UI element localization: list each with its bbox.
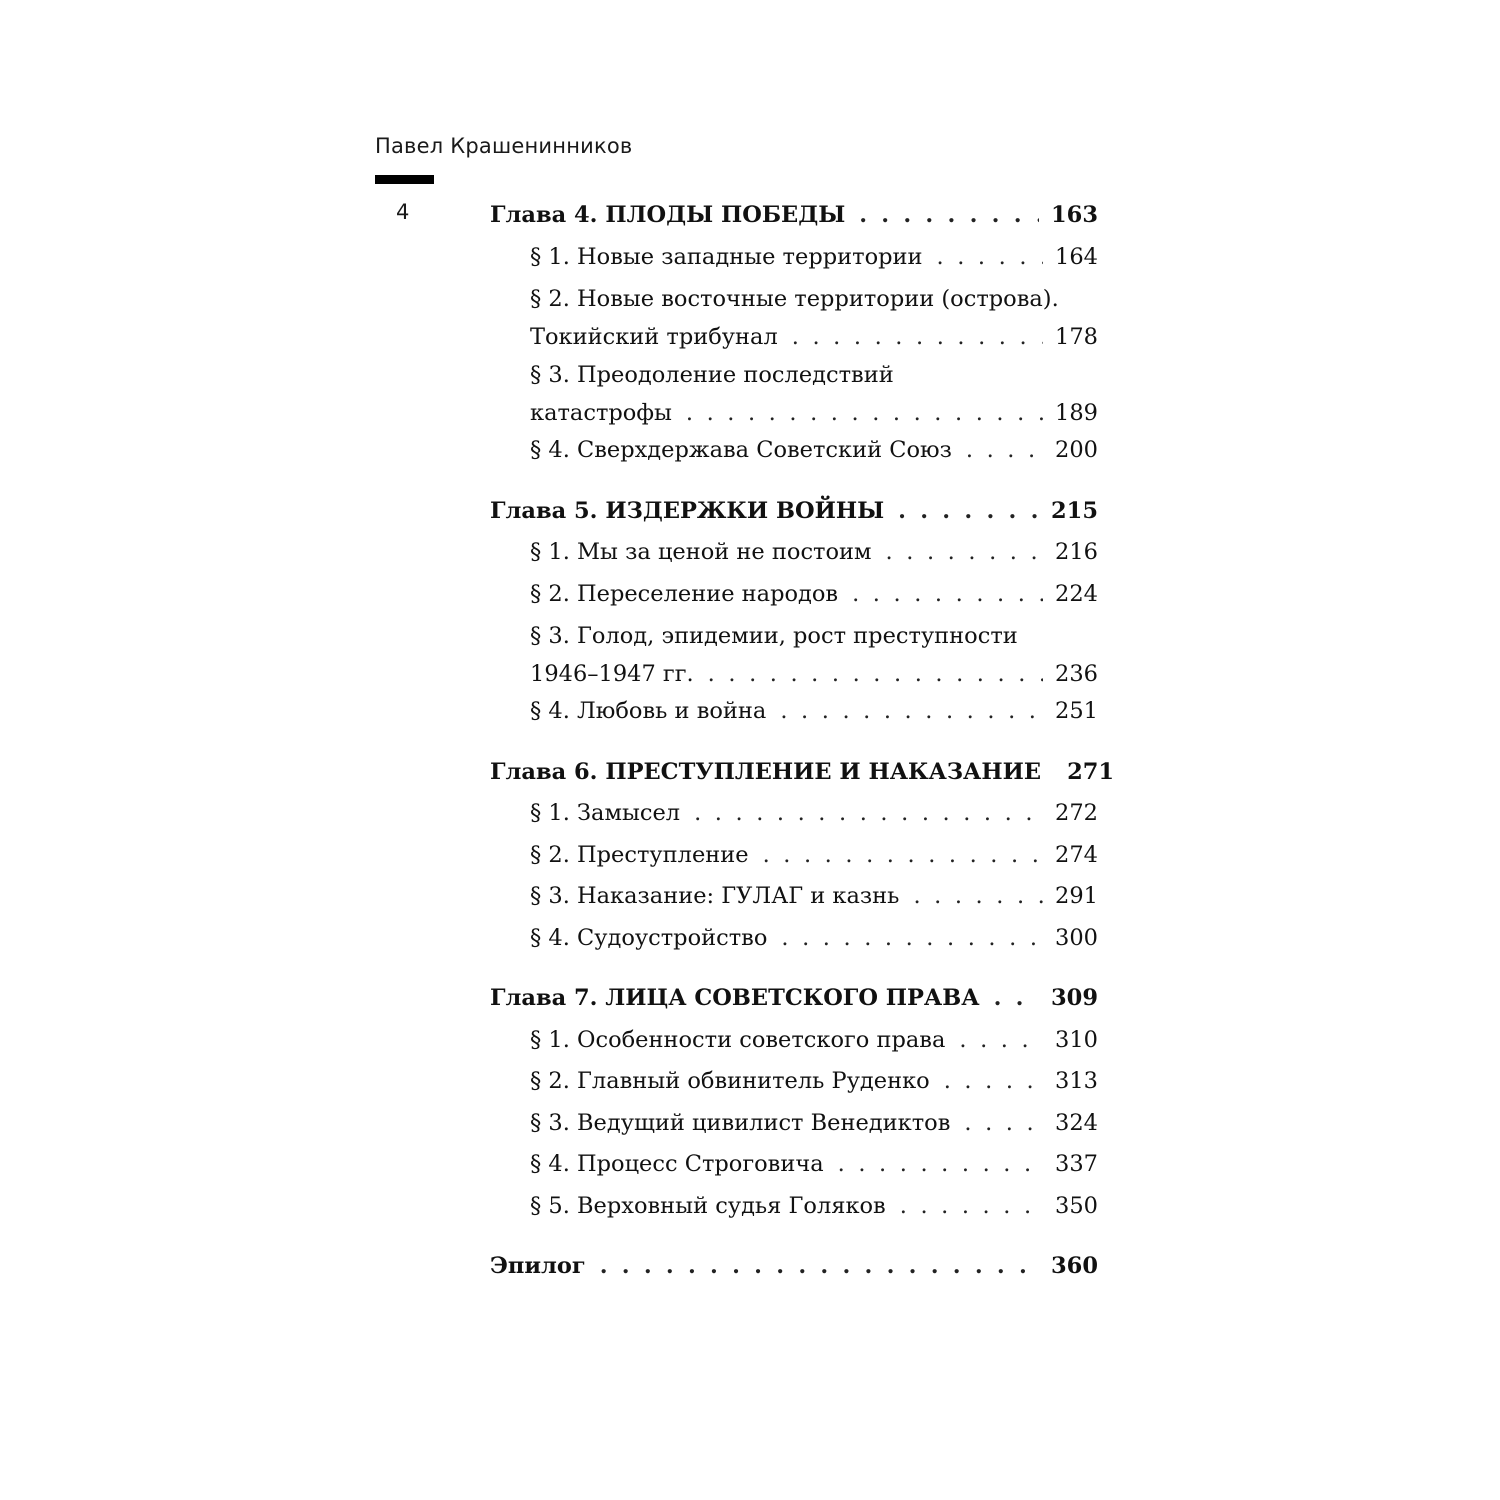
- section-title: § 3. Ведущий цивилист Венедиктов: [530, 1109, 951, 1136]
- chapter-page-number: 163: [1051, 202, 1098, 228]
- section-entry: [490, 835, 1098, 877]
- dot-leader: [686, 397, 1043, 430]
- section-title: § 4. Сверхдержава Советский Союз: [530, 437, 952, 463]
- section-title: § 4. Процесс Строговича: [530, 1151, 824, 1177]
- section-title: § 4. Судоустройство: [530, 924, 768, 951]
- chapter-entry: [490, 491, 1098, 533]
- section-entry: [490, 615, 1098, 658]
- chapter-title: Глава 7. ЛИЦА СОВЕТСКОГО ПРАВА: [490, 985, 980, 1011]
- dot-leader: [781, 918, 1043, 960]
- dot-leader: [944, 1061, 1043, 1103]
- toc-chapter: [490, 195, 1098, 472]
- dot-leader: [966, 430, 1043, 472]
- dot-leader: [898, 491, 1039, 533]
- dot-leader: [994, 978, 1039, 1020]
- section-title: § 1. Новые западные территории: [530, 243, 923, 270]
- section-title: § 1. Замысел: [530, 800, 681, 826]
- section-page-number: 251: [1055, 698, 1098, 724]
- section-page-number: 350: [1055, 1192, 1098, 1219]
- section-title: Токийский трибунал: [530, 324, 778, 350]
- chapter-title: Эпилог: [490, 1253, 586, 1279]
- section-page-number: 224: [1055, 580, 1098, 607]
- section-entry: [490, 793, 1098, 835]
- section-page-number: 313: [1055, 1068, 1098, 1094]
- chapter-entry: [490, 752, 1115, 794]
- section-page-number: 272: [1055, 800, 1098, 826]
- section-page-number: 200: [1055, 437, 1098, 463]
- dot-leader: [900, 1186, 1043, 1228]
- section-entry: [490, 658, 1098, 691]
- section-page-number: 189: [1055, 400, 1098, 426]
- section-entry: [490, 278, 1098, 321]
- dot-leader: [913, 876, 1043, 918]
- section-entry: [490, 237, 1098, 279]
- chapter-title: Глава 4. ПЛОДЫ ПОБЕДЫ: [490, 202, 846, 228]
- page-number: 4: [396, 200, 410, 224]
- section-title: § 2. Новые восточные территории (острова).: [530, 286, 1059, 312]
- section-title: § 3. Голод, эпидемии, рост преступности: [530, 623, 1018, 649]
- section-title: § 3. Наказание: ГУЛАГ и казнь: [530, 883, 900, 909]
- section-entry: [490, 1103, 1098, 1145]
- section-page-number: 236: [1055, 661, 1098, 687]
- section-title: § 2. Переселение народов: [530, 580, 839, 607]
- dot-leader: [838, 1144, 1043, 1186]
- chapter-page-number: 215: [1051, 497, 1098, 524]
- section-title: § 3. Преодоление последствий: [530, 362, 894, 388]
- dot-leader: [937, 237, 1044, 279]
- section-entry: [490, 574, 1098, 616]
- table-of-contents: [490, 195, 1115, 1307]
- section-title: § 1. Мы за ценой не постоим: [530, 539, 872, 565]
- section-entry: [490, 1020, 1098, 1062]
- section-entry: [490, 1186, 1098, 1228]
- section-entry: [490, 532, 1098, 574]
- section-page-number: 291: [1055, 883, 1098, 909]
- section-entry: [490, 1144, 1098, 1186]
- dot-leader: [780, 691, 1043, 733]
- section-entry: [490, 321, 1098, 354]
- chapter-entry: [490, 978, 1098, 1020]
- toc-chapter: [490, 1246, 1098, 1288]
- section-title: § 2. Преступление: [530, 841, 749, 868]
- author-name: Павел Крашенинников: [375, 134, 633, 158]
- section-page-number: 337: [1055, 1151, 1098, 1177]
- dot-leader: [852, 574, 1043, 616]
- section-entry: [490, 1061, 1098, 1103]
- chapter-page-number: 360: [1051, 1253, 1098, 1279]
- section-entry: [490, 918, 1098, 960]
- dot-leader: [964, 1103, 1043, 1145]
- chapter-title: Глава 5. ИЗДЕРЖКИ ВОЙНЫ: [490, 497, 885, 524]
- dot-leader: [859, 195, 1039, 237]
- dot-leader: [792, 321, 1043, 354]
- section-page-number: 164: [1055, 243, 1098, 270]
- section-title: § 1. Особенности советского права: [530, 1026, 946, 1053]
- section-page-number: 300: [1055, 924, 1098, 951]
- dot-leader: [886, 532, 1044, 574]
- section-entry: [490, 876, 1098, 918]
- section-page-number: 274: [1055, 841, 1098, 868]
- section-page-number: 310: [1055, 1026, 1098, 1053]
- section-title: катастрофы: [530, 400, 672, 426]
- toc-chapter: [490, 752, 1115, 960]
- dot-leader: [694, 793, 1043, 835]
- section-title: § 5. Верховный судья Голяков: [530, 1192, 886, 1219]
- section-title: § 4. Любовь и война: [530, 698, 767, 724]
- dot-leader: [763, 835, 1043, 877]
- dot-leader: [600, 1246, 1039, 1288]
- chapter-entry: [490, 195, 1098, 237]
- chapter-page-number: 309: [1051, 985, 1098, 1011]
- section-title: 1946–1947 гг.: [530, 661, 694, 687]
- section-entry: [490, 354, 1098, 397]
- toc-chapter: [490, 491, 1098, 733]
- section-entry: [490, 397, 1098, 430]
- section-page-number: 324: [1055, 1109, 1098, 1136]
- section-entry: [490, 691, 1098, 733]
- header-rule: [375, 175, 434, 184]
- section-entry: [490, 430, 1098, 472]
- dot-leader: [959, 1020, 1043, 1062]
- chapter-page-number: 271: [1067, 758, 1115, 785]
- dot-leader: [708, 658, 1043, 691]
- chapter-title: Глава 6. ПРЕСТУПЛЕНИЕ И НАКАЗАНИЕ: [490, 758, 1042, 785]
- section-page-number: 216: [1055, 539, 1098, 565]
- chapter-entry: [490, 1246, 1098, 1288]
- section-title: § 2. Главный обвинитель Руденко: [530, 1068, 930, 1094]
- section-page-number: 178: [1055, 324, 1098, 350]
- toc-chapter: [490, 978, 1098, 1227]
